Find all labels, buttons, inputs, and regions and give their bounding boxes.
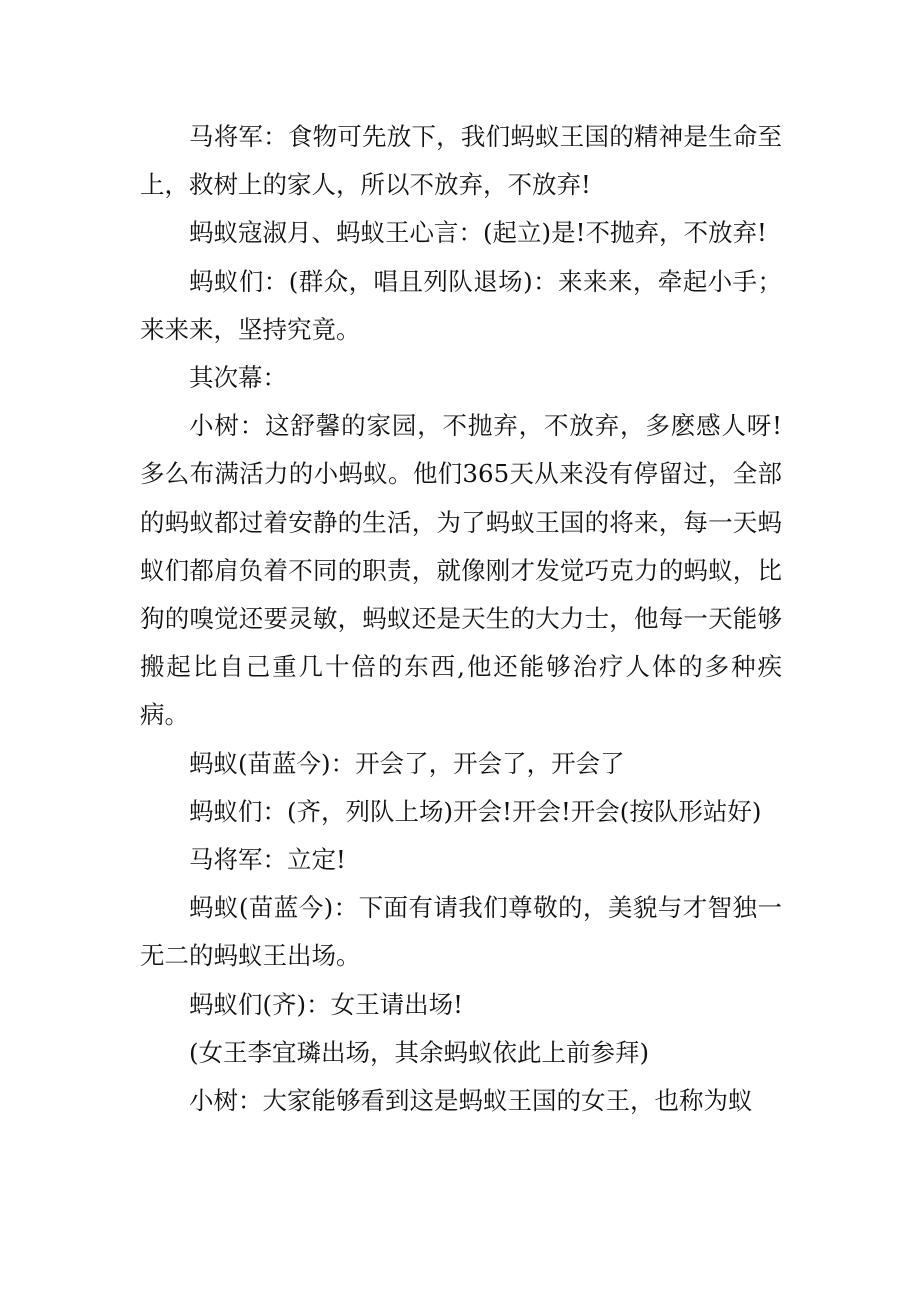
paragraph-little-tree-queen: 小树：大家能够看到这是蚂蚁王国的女王，也称为蚁 bbox=[189, 1086, 753, 1116]
paragraph-queen-enters: (女王李宜璘出场，其余蚂蚁依此上前参拜) bbox=[189, 1037, 650, 1067]
paragraph-queen-invitation: 蚂蚁(苗蓝今)：下面有请我们尊敬的，美貌与才智独一无二的蚂蚁王出场。 bbox=[140, 893, 782, 971]
paragraph-queen-please: 蚂蚁们(齐)：女王请出场! bbox=[189, 989, 463, 1019]
paragraph-ants-exit: 蚂蚁们：(群众，唱且列队退场)：来来来，牵起小手；来来来，坚持究竟。 bbox=[140, 266, 782, 344]
paragraph-general-ma: 马将军：食物可先放下，我们蚂蚁王国的精神是生命至上，救树上的家人，所以不放弃，不放弃! bbox=[140, 122, 782, 200]
paragraph-ants-enter: 蚂蚁们：(齐，列队上场)开会!开会!开会(按队形站好) bbox=[189, 796, 762, 826]
paragraph-attention: 马将军：立定! bbox=[189, 845, 346, 875]
document-body bbox=[140, 113, 782, 1125]
paragraph-ants-stand: 蚂蚁寇淑月、蚂蚁王心言：(起立)是!不抛弃，不放弃! bbox=[189, 218, 767, 248]
paragraph-act-two-heading: 其次幕： bbox=[189, 363, 287, 393]
paragraph-meeting-call: 蚂蚁(苗蓝今)：开会了，开会了，开会了 bbox=[189, 748, 625, 778]
paragraph-little-tree-monologue: 小树：这舒馨的家园，不抛弃，不放弃，多麽感人呀!多么布满活力的小蚂蚁。他们365天从来没有停留过，全部的蚂蚁都过着安静的生活，为了蚂蚁王国的将来，每一天蚂蚁们都肩负着不同的职责，就像刚才发觉巧克力的蚂蚁，比狗的嗅觉还要灵敏，蚂蚁还是天生的大力士，他每一天能够搬起比自己重几十倍的东西,他还能够治疗人体的多种疾病。 bbox=[140, 411, 782, 730]
